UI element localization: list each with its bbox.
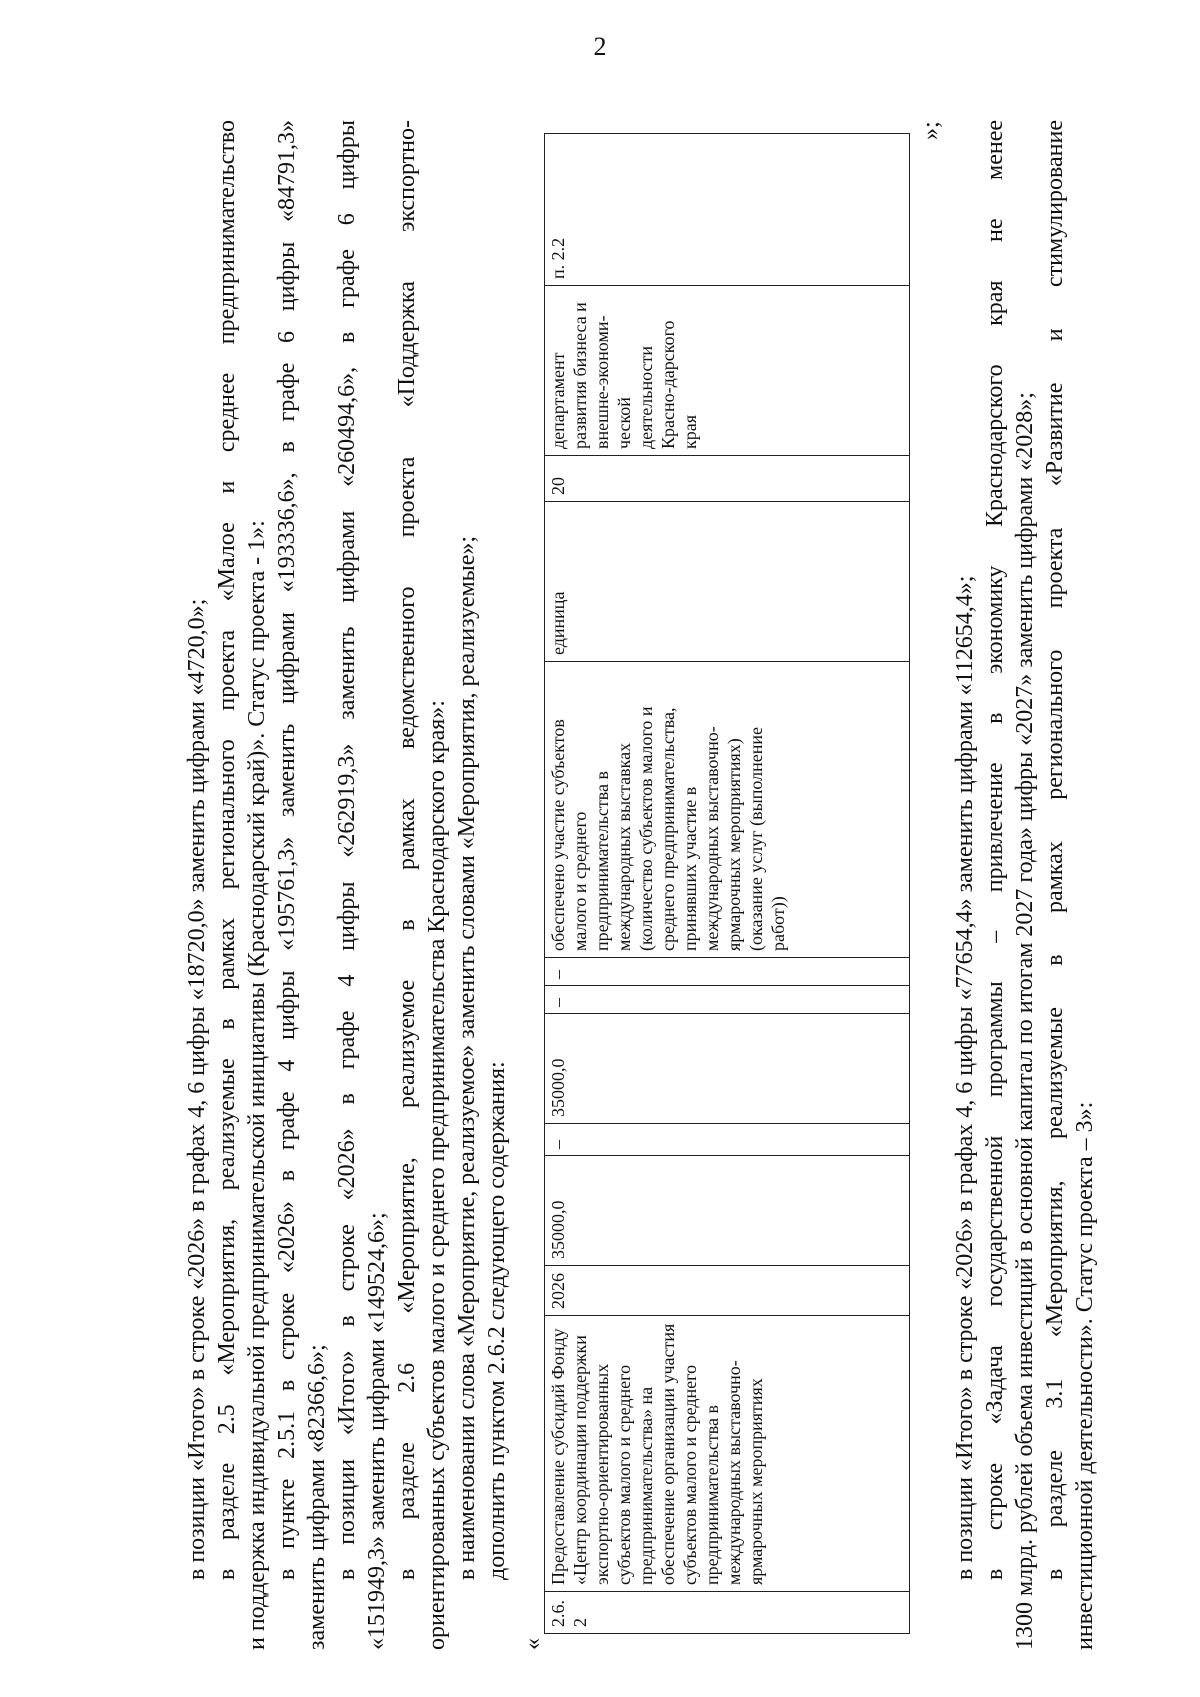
paragraph: «151949,3» заменить цифрами «149524,6»; xyxy=(364,1212,390,1650)
paragraph: заменить цифрами «82366,6»; xyxy=(304,1344,330,1650)
paragraph: 1300 млрд. рублей объема инвестиций в основной капитал по итогам 2027 года» цифры «2027» заменить цифрами «2028»; xyxy=(1012,392,1038,1650)
insert-table xyxy=(544,133,910,1634)
cell-result: обеспечено участие субъектов малого и среднего предпринимательства в международных выставках (количество субъектов малого и среднего предпринимательства, принявших участие в международных выставочно-ярмарочных мероприятиях) (оказание услуг (выполнение работ)) xyxy=(545,662,910,958)
paragraph: в позиции «Итого» в строке «2026» в графах 4, 6 цифры «77654,4» заменить цифрами «112654,4»; xyxy=(952,575,978,1580)
rotated-document-body xyxy=(182,110,1200,1650)
paragraph: дополнить пунктом 2.6.2 следующего содержания: xyxy=(484,1061,510,1580)
table-row xyxy=(545,134,910,1634)
paragraph: ориентированных субъектов малого и среднего предпринимательства Краснодарского края»: xyxy=(424,700,450,1650)
cell-executor: департамент развития бизнеса и внешне-экономи-ческой деятельности Красно-дарского края xyxy=(545,286,910,456)
cell-extrabudget: – xyxy=(545,958,910,986)
cell-value: 20 xyxy=(545,456,910,502)
cell-link: п. 2.2 xyxy=(545,134,910,286)
paragraph: и поддержка индивидуальной предпринимательской инициативы (Краснодарский край)». Статус проекта - 1»: xyxy=(244,520,270,1650)
open-quote: « xyxy=(520,1638,546,1650)
paragraph: в позиции «Итого» в строке «2026» в графе 4 цифры «262919,3» заменить цифрами «260494,6», в графе 6 цифры xyxy=(334,120,360,1580)
cell-year: 2026 xyxy=(545,1266,910,1316)
cell-regional: 35000,0 xyxy=(545,1014,910,1124)
paragraph: инвестиционной деятельности». Статус проекта – 3»: xyxy=(1072,1101,1098,1650)
paragraph: в наименовании слова «Мероприятие, реализуемое» заменить словами «Мероприятия, реализуемые»; xyxy=(454,535,480,1580)
close-quote: »; xyxy=(918,121,944,140)
paragraph: в разделе 3.1 «Мероприятия, реализуемые в рамках регионального проекта «Развитие и стимулирование xyxy=(1042,120,1068,1580)
cell-federal: – xyxy=(545,1124,910,1156)
paragraph: в пункте 2.5.1 в строке «2026» в графе 4 цифры «195761,3» заменить цифрами «193336,6», в графе 6 цифры «84791,3» xyxy=(274,120,300,1580)
cell-unit: единица xyxy=(545,502,910,662)
paragraph: в строке «Задача государственной программы – привлечение в экономику Краснодарского края не менее xyxy=(982,120,1008,1580)
cell-name: Предоставление субсидий Фонду «Центр координации поддержки экспортно-ориентированных субъектов малого и среднего предпринимательства» на обеспечение организации участия субъектов малого и среднего предпринимательства в международных выставочно-ярмарочных мероприятиях xyxy=(545,1316,910,1592)
paragraph: в позиции «Итого» в строке «2026» в графах 4, 6 цифры «18720,0» заменить цифрами «4720,0»; xyxy=(184,598,210,1580)
paragraph: в разделе 2.6 «Мероприятие, реализуемое в рамках ведомственного проекта «Поддержка экспортно- xyxy=(394,120,420,1580)
cell-total: 35000,0 xyxy=(545,1156,910,1266)
page-number: 2 xyxy=(593,32,607,61)
paragraph: в разделе 2.5 «Мероприятия, реализуемые в рамках регионального проекта «Малое и среднее предпринимательство xyxy=(214,120,240,1580)
cell-local: – xyxy=(545,986,910,1014)
cell-number: 2.6.2 xyxy=(545,1592,910,1634)
